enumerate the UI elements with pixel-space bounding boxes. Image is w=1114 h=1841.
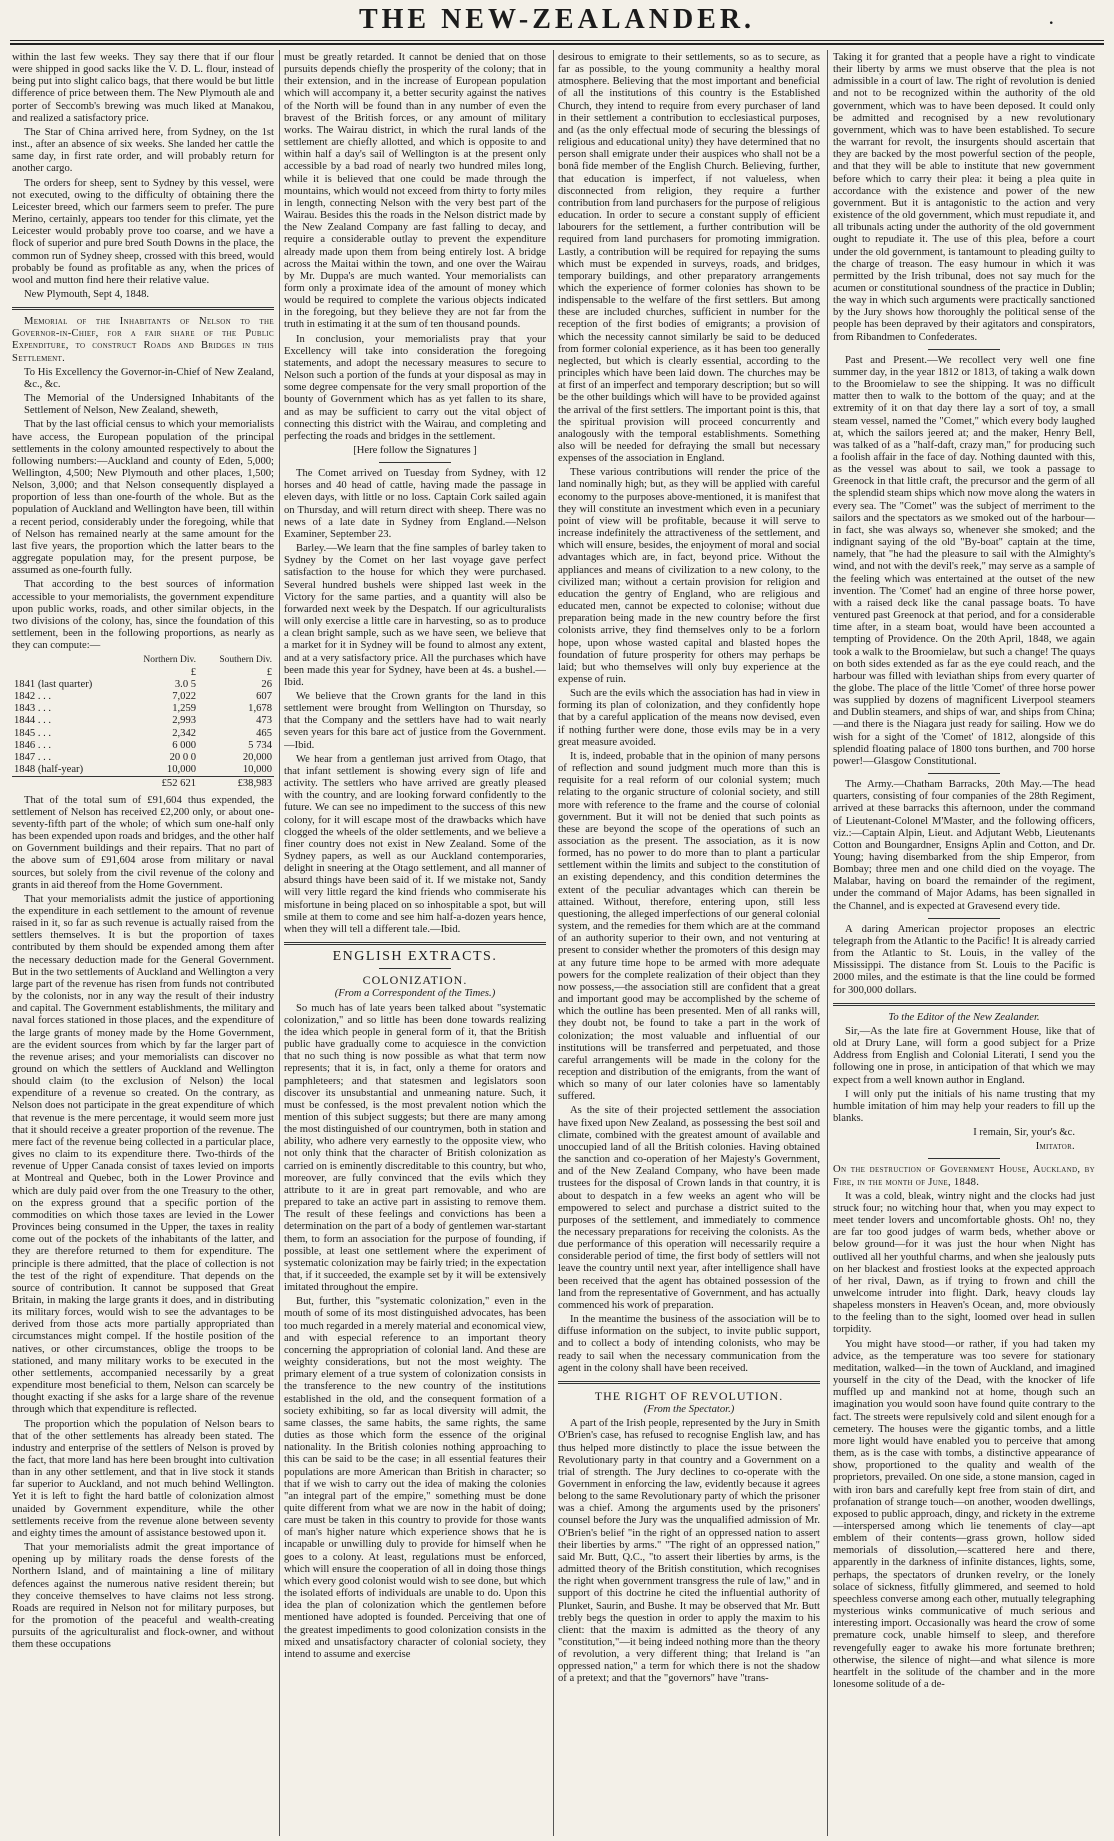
table-cell: 7,022 [172,690,197,702]
section-rule [12,307,274,310]
section-heading: ENGLISH EXTRACTS. [332,949,498,965]
table-header-cell: Southern Div. [219,655,272,666]
article-paragraph: A part of the Irish people, represented by the Jury in Smith O'Brien's case, has refused to recognise English law, and has thus helped more distinctly to place the issue between the Revolutionary party in that country and a Government on a trial of strength. The Jury declines to co-operate with the Government in enforcing the law, evidently because it agrees belong to the same Revolutionary party of which the prisoner was a chief. Among the arguments used by the prisoners' counsel before the Jury was the unqualified admission of Mr. O'Brien's belief "in the right of an oppressed nation to assert their liberties by arms." "The right of an oppressed nation," said Mr. Butt, Q.C., "to assert their liberties by arms, is the admitted theory of the British constitution, which recognises the right when government transgress the rule of law," and in support of this doctrine he cited the influential authority of Plunket, Saurin, and Bushe. It may be observed that Mr. Butt trebly begs the question in order to apply the maxim to his client: that the maxim is admitted as the theory of any "constitution,"—it being indeed nothing more than the theory of revolution, a very different thing; that Ireland is "an oppressed nation," a term for which there is not the shadow of a pretext; and that the "governors" have "trans- [558,1418,820,1685]
column-2 [284,52,546,1836]
table-cell: 2,993 [172,715,197,727]
table-cell: 20,000 [242,751,272,763]
section-rule [284,942,546,945]
article-paragraph: These various contributions will render the price of the land nominally high; but, as they will be applied with careful economy to the purposes above-mentioned, it is manifest that they will constitute an investment which even in a pecuniary point of view will be profitable, because it will serve to increase indefinitely the attractiveness of the settlement, and which will ensure, besides, the enjoyment of moral and social advantages which are, in fact, beyond price. Without the appliances and means of civilization to a new colony, to the civilized man; without a certain provision for religion and education the gentry of England, who are religious and educated men, cannot be expected to colonise; without due preparation being made in the new country before the first colonists arrive, they find themselves only to be a forlorn hope, upon whose wasted capital and blasted hopes the foundation of future prosperity for others may perhaps be laid; but who themselves will only buy experience at the expense of ruin. [558,467,820,685]
article-paragraph: must be greatly retarded. It cannot be denied that on those pursuits depends chiefly the prosperity of the colony; that in their extension, and in the increase of European population which will accompany it, a better security against the natives of the North will be found than in any number of even the bravest of the British forces, or any amount of military works. The Wairau district, in which the rural lands of the settlement are chiefly allotted, and which is opposite to and within half a day's sail of Wellington is at the present only accessible by a bad road of nearly two hundred miles long, while it is believed that one could be made through the mountains, which would not exceed from thirty to forty miles in length, connecting Nelson with the very best part of the Wairau. Besides this the roads in the Nelson district made by the New Zealand Company are fast falling to decay, and require a considerable outlay to prevent the expenditure already made upon them from being entirely lost. A bridge across the Maitai within the town, and one over the Wairau by Mr. Duppa's are much wanted. Your memorialists can form only a proximate idea of the amount of money which would be required to complete the various objects indicated in the foregoing, but they believe they are not far from the truth in estimating it at the sum of ten thousand pounds. [284,52,546,331]
article-paragraph: The Army.—Chatham Barracks, 20th May.—The head quarters, consisting of four companies of the 28th Regiment, arrived at these barracks this afternoon, under the command of Lieutenant-Colonel M'Master, and the following officers, viz.:—Captain Alpin, Lieut. and Adjutant Webb, Lieutenants Cotton and Boungardner, Ensigns Aplin and Cotton, and Dr. Young; having disembarked from the ship Emperor, from Bombay; three men and one child died on the voyage. The Malabar, having on board the remainder of the regiment, under the command of Major Adams, has been signalled in the Channel, and is expected at Gravesend every tide. [833,779,1095,912]
masthead-rule-heavy [10,43,1104,45]
table-cell: 6 000 [172,739,197,751]
currency-symbol: £ [266,666,272,678]
section-rule [928,349,1000,350]
article-paragraph: That your memorialists admit the great importance of opening up by military roads the dense forests of the Northern Island, and of maintaining a line of military defences against the numerous native resident therein; but they conceive themselves to have claims not less strong. Roads are required in Nelson not for military purposes, but for the promotion of the peaceful and wealth-creating pursuits of the agriculturalist and flock-owner, and without them these occupations [12,1542,274,1651]
article-heading: On the destruction of Government House, Auckland, by Fire, in the month of June, 1848. [833,1164,1095,1188]
memorial-opening: The Memorial of the Undersigned Inhabitants of the Settlement of Nelson, New Zealand, sheweth, [24,393,274,417]
column-3 [558,52,820,1836]
column-1 [12,52,274,1836]
article-heading: COLONIZATION. [362,973,468,988]
article-paragraph: In conclusion, your memorialists pray that your Excellency will take into consideration the foregoing statements, and adopt the necessary measures to secure to Nelson such a portion of the funds at your disposal as may in some degree compensate for the very small proportion of the bounty of Government which has as yet fallen to its share, and as may be sufficient to carry out the vital object of connecting this district with the Wairau, and completing and perfecting the roads and bridges in the settlement. [284,333,546,442]
expenditure-table [12,654,274,790]
article-paragraph: desirous to emigrate to their settlements, so as to secure, as far as possible, to the young community a healthy moral atmosphere. Believing that the most important and beneficial of all the institutions of this country is the Established Church, they intend to require from every purchaser of land in their settlement a contribution to ecclesiastical purposes, and (as the only effectual mode of securing the blessings of religious and educational unity) they have determined that no person shall emigrate under their auspices who shall not be a bonâ fide member of the English Church. Believing, further, that education is imperfect, if not valueless, when disconnected from religion, they require a further contribution from land purchasers for the purpose of religious education. In order to secure a constant supply of efficient labourers for the settlement, a further contribution will be required from land purchasers for promoting immigration. Lastly, a contribution will be required for repaying the sums which must be expended in surveys, roads, and bridges, temporary buildings, and other preparatory arrangements which the experience of former colonies has shown to be indispensable to the welfare of the first settlers. But among these are included churches, sufficient in number for the reception of the first bodies of emigrants; a provision of which the necessity cannot similarly be said to be deduced from former colonial experience, as it has been too generally neglected, but which is clearly essential, according to the principles which have been laid down. The churches may be at first of an imperfect and temporary description; but so will be the other buildings which will have to be provided against the arrival of the first settlers. The important point is this, that the spiritual provision will proceed concurrently and analogously with the temporal establishments. Something also will be needed for defraying the small but necessary expenses of the association in England. [558,52,820,465]
article-paragraph: Past and Present.—We recollect very well one fine summer day, in the year 1812 or 1813, of taking a walk down to the Broomielaw to see the shipping. It was no difficult matter then to walk to the bottom of the quay; and at the extremity of it on that day there lay a sort of toy, a small steam vessel, named the "Comet," which every body laughed at, which the sailors jeered at; and the maker, Henry Bell, was talked of as a "half-daft, crazy man," for producing such a foolish affair in the face of day. Nothing daunted with this, as the vessel was about to sail, we took a passage to Greenock in that little craft, the precursor and the germ of all the splendid steam ships which now move along the waters in every sea. The "Comet" was the subject of merriment to the sailors and the spectators as we smoked out of the harbour—in fact, she was always so, whenever she smoked; and the indignant saying of the old "By-boat" captain at the time, namely, that "he had the pleasure to sail with the Almighty's wind, and not with the devil's reek," may serve as a sample of the feeling which was entertained at the outset of the new invention. The 'Comet' had an engine of three horse power, with a raised deck like the canal passage boats. To have ventured past Greenock at that period, and for a considerable time after, in a steam boat, would have been accounted a tempting of Providence. On the 20th April, 1848, we again took a walk to the Broomielaw, but such a change! The quays on both sides extended as far as the eye could reach, and the harbour was filled with leviathan ships from every quarter of the globe. The place of the little 'Comet' of three horse power was supplied by dozens of magnificent Liverpool steamers and Dublin steamers, and ships of war, and ships from China;—and there is the Niagara just ready for sailing. How we do wish for a sight of the 'Comet' of 1812, alongside of this splendid floating palace of 1800 tons burthen, and 700 horse power!—Glasgow Constitutional. [833,354,1095,767]
article-paragraph: In the meantime the business of the association will be to diffuse information on the subject, to invite public support, and to collect a body of intending colonists, who may be ready to sail when the necessary communication from the agent in the colony shall have been received. [558,1314,820,1374]
table-header-row [12,654,274,666]
article-paragraph: That according to the best sources of information accessible to your memorialists, the government expenditure upon public works, roads, and other similar objects, in the two divisions of the colony, has, since the foundation of this settlement, been in the following proportions, as nearly as they can compute:— [12,579,274,652]
dateline: New Plymouth, Sept 4, 1848. [24,288,150,300]
table-header-cell: Northern Div. [143,655,197,666]
table-row [12,703,274,715]
article-paragraph: within the last few weeks. They say there that if our flour were shipped in good sacks like the V. D. L. flour, instead of being put into slight calico bags, that there would be but little difference of price between them. The New Plymouth ale and porter of Seccomb's brewing was much liked at Manakou, and realized a satisfactory price. [12,52,274,124]
article-paragraph: Sir,—As the late fire at Government House, like that of old at Drury Lane, will form a good subject for a Prize Address from English and Colonial Literati, I send you the following one in prose, in anticipation of that which we may expect from a well known author in England. [833,1025,1095,1086]
table-cell: 3.0 5 [174,678,197,690]
table-header-cell [12,654,122,666]
article-source: (From a Correspondent of the Times.) [334,988,496,1000]
table-cell: 1844 . . . [14,715,52,727]
table-cell: 465 [256,727,272,739]
article-paragraph: You might have stood—or rather, if you had taken my advice, as the temperature was too severe for stationary meditation, walked—in the town of Auckland, and imagined yourself in the city of the Dead, with the knocker of life muffled up and mankind not at home, though such an imagination you would soon have found quite contrary to the fact. The streets were repulsively cold and silent enough for a cemetery. The houses were the gigantic tombs, and a little more light would have enabled you to perceive that among them, as is the case with tombs, a distinctive appearance of show, proportioned to the quality and wealth of the proprietors, prevailed. On one side, a stone mansion, caged in with iron bars and carefully kept free from stain of dirt, and profanation of strange touch—on another, wooden dwellings, exposed to public approach, dingy, and rickety in the extreme—interspersed among which lie tenements of clay—apt emblem of their contents—grass grown, hollow sided memorials of dissolution,—scattered here and there, apparently in the darkness of infinite distances, lights, some, perhaps, the spectators of drunken revelry, or the lonely solace of sickness, fitfully glimmered, and seemed to hold speechless converse among each other, mutually telegraphing mysterious winks communicative of much serious and interesting import. Occasionally was heard the crow of some premature cock, unable himself to sleep, and therefore revengefully eager to awake his more fortunate brethren; otherwise, the silence of night—and what silence is more heartfelt in the solitude of the chamber and in the more lonesome solitude of a de- [833,1338,1095,1690]
article-paragraph: The orders for sheep, sent to Sydney by this vessel, were not executed, owing to the difficulty of obtaining there the Leicester breed, which our farmers seem to prefer. The pure Merino, certainly, appears too tender for this climate, yet the Leicester would probably prove too coarse, and we have a flock of superior and pure bred South Downs in the place, the common run of Sydney sheep, crossed with this breed, would probably be found as profitable as any, when the prices of wool and mutton find here their relative value. [12,177,274,286]
table-row [12,679,274,691]
section-rule [928,1158,1000,1159]
section-rule [833,1003,1095,1006]
table-cell: 1842 . . . [14,690,52,702]
article-paragraph: We believe that the Crown grants for the land in this settlement were brought from Wellington on Thursday, so that the Company and the settlers have had to wait nearly seven years for this bare act of justice from the Government.—Ibid. [284,690,546,751]
table-cell: 20 0 0 [169,751,197,763]
article-paragraph: We hear from a gentleman just arrived from Otago, that that infant settlement is showing every sign of life and activity. The settlers who have arrived are greatly pleased with the country, and are looking forward confidently to the future. We can see no impediment to the success of this new colony, for it will escape most of the drawbacks which have clogged the wheels of the older settlements, and we believe a finer country does not exist in New Zealand. Some of the Sydney papers, as well as our Auckland contemporaries, delight in sneering at the Otago settlement, and all manner of absurd things have been said of it. If we mistake not, Sandy will very little regard the kind friends who commiserate his misfortune in being placed on so inhospitable a spot, but will smile at them to come and see him half-a-dozen years hence, when they will tell a different tale.—Ibid. [284,753,546,935]
table-row [12,691,274,703]
memorial-address: To His Excellency the Governor-in-Chief of New Zealand, &c., &c. [24,366,274,390]
article-paragraph: A daring American projector proposes an electric telegraph from the Atlantic to the Pacific! It is already carried from the Atlantic to St. Louis, in the valley of the Mississippi. The distance from St. Louis to the Pacific is 2000 miles, and the estimate is that the line could be formed for 300,000 dollars. [833,923,1095,996]
article-paragraph: So much has of late years been talked about "systematic colonization," and so little has been done towards realizing the idea which people in general form of it, that the British public have gradually come to acquiesce in the conviction that no such thing is now possible as what that term now represents; that it is, in fact, only a theme for orators and pamphleteers; and that statesmen and legislators soon discover its unsubstantial and unmeaning nature. Such, it must be confessed, is the most prevalent notion which the mention of this subject suggests; but there are many among the most distinguished of our countrymen, both in station and ability, who adhere very earnestly to the opposite view, who not only think that the character of British colonization as carried on is eminently discreditable to this country, but who, moreover, are fully convinced that the evils which they attribute to it are in great part removable, and who are prepared to take an active part in assisting to remove them. The result of these feelings and convictions has been a determination on the part of a body of gentlemen war-startant them, to form an association for the purpose of founding, if possible, at least one settlement where the experiment of systematic colonization may be fairly tried; in the expectation that, if it succeeded, the example set by it will be extensively imitated throughout the empire. [284,1002,546,1294]
article-paragraph: But, further, this "systematic colonization," even in the mouth of some of its most distinguished advocates, has been too much regarded in a merely material and economical view, and with especial reference to an important theory concerning the appropriation of colonial land. And these are weighty considerations, but not the most weighty. The primary element of a true system of colonization consists in the transference to the new country of the institutions established in the old, and the consequent formation of a society exhibiting, so far as local diversity will admit, the same classes, the same habits, the same rights, the same duties as those which form the essence of the original nationality. In the British colonies nothing approaching to this can be said to be the case; in all essential features their populations are more American than British in character; so that if we wish to carry out the idea of making the colonies "an integral part of the empire," something must be done quite different from what we are now in the habit of doing; care must be taken in this country to provide for those wants of man's higher nature which experience shows that he is incapable or unwilling duly to provide for himself when he goes to a colony. At least, regulations must be enforced, which will ensure the cooperation of all in doing those things which every good colonist would wish to see done, but which the isolated efforts of individuals are unable to do. Upon this idea the plan of colonization which the gentlemen before mentioned have adopted is founded. Perceiving that one of the greatest impediments to good colonization consists in the mixed and unsatisfactory character of colonial society, they intend to assume and exercise [284,1296,546,1660]
table-cell: 1846 . . . [14,739,52,751]
table-cell: 1848 (half-year) [14,764,84,776]
section-rule [379,968,451,969]
currency-symbol: £ [190,666,197,678]
article-paragraph: It is, indeed, probable that in the opinion of many persons of reflection and sound judgment much more than this is requisite for a real reform of our colonial system; much relating to the organic structure of colonial society, and still more with reference to the frame and the course of colonial government. But it will not be denied that such points as these are beyond the scope of the operations of such an association as the present. The association, as it is now formed, has no power to do more than to plant a particular settlement within the limits and subject to the constitution of an existing dependency, and this condition determines the extent of the peculiar advantages which can therein be attained. Without, therefore, entering upon, still less questioning, the alleged imperfections of our general colonial system, and the remedies for them which are at the command of an authority superior to their own, and not venturing at present to consider whether the promoters of this design may at any future time hope to be armed with more adequate powers for the complete realization of their object than they now possess,—the association still are confident that a great and important good may be accomplished by the scheme of which the outline has been presented. Men of all ranks will, they doubt not, be found to take a part in the work of colonization; the most valuable and influential of our institutions will be transferred and perpetuated, and those careful arrangements will be made in the colony for the reception and distribution of the emigrants, from the want of which so many of our later colonies have so lamentably suffered. [558,750,820,1103]
column-divider [553,50,554,1836]
article-paragraph: Barley.—We learn that the fine samples of barley taken to Sydney by the Comet on her last voyage gave perfect satisfaction to the house for which they were purchased. Several hundred bushels were shipped last week in the Victory for the same parties, and a quantity will also be forwarded next week by the Despatch. If our agriculturalists will only exercise a little care in harvesting, so as to produce a clean bright sample, such as we have seen, we believe that a market for it in Sydney will be found to almost any extent, and at a very satisfactory price. All the purchases which have been made this year for Sydney, have been at 4s. a bushel.—Ibid. [284,543,546,688]
article-paragraph: The Comet arrived on Tuesday from Sydney, with 12 horses and 40 head of cattle, having made the passage in eleven days, with little or no loss. Captain Cork sailed again on Thursday, and will return direct with sheep. There was no news of a late date in Sydney from England.—Nelson Examiner, September 23. [284,468,546,540]
table-row [12,752,274,764]
signatures-note: [Here follow the Signatures ] [353,445,477,456]
table-cell: 607 [256,690,272,702]
table-cell: 1,678 [248,703,272,715]
table-cell: 10,000 [166,764,197,776]
article-paragraph: The Star of China arrived here, from Sydney, on the 1st inst., after an absence of six weeks. She landed her cattle the same day, in first rate order, and will probably return for another cargo. [12,126,274,175]
table-cell: 1845 . . . [14,727,52,739]
memorial-heading: Memorial of the Inhabitants of Nelson to the Governor-in-Chief, for a fair share of the Public Expenditure, to construct Roads and Bridges in this Settlement. [12,316,274,364]
masthead-rule [10,40,1104,41]
column-divider [827,50,828,1836]
article-paragraph: As the site of their projected settlement the association have fixed upon New Zealand, as possessing the best soil and climate, combined with the greatest amount of available and unoccupied land of all the British colonies. Having obtained the sanction and co-operation of her Majesty's Government, and of the New Zealand Company, who have been made trustees for the disposal of Crown lands in that country, it is about to despatch in a few weeks an agent who will be empowered to select and purchase a district suited to the purposes of the settlement, and immediately to commence the necessary preparations for receiving the colonists. As the due performance of this operation will necessarily require a considerable period of time, the first body of settlers will not leave the country until next year, after intelligence shall have been received that the agent has obtained possession of the land from the representative of Government, and has actually commenced his work of preparation. [558,1105,820,1311]
article-paragraph: Taking it for granted that a people have a right to vindicate their liberty by arms we must observe that the plea is not admissible in a court of law. The right of revolution is denied and not to be recognized within the authority of the old government, which was to have been deposed. It could only be admitted and recognised by a new revolutionary government, which was to have been established. To secure the warrant for revolt, the insurgents should ascertain that they are backed by the most powerful section of the people, and that they will be able to institute that new government before which to carry their plea: it being a plea quite in accordance with the existence and power of the new government. But it is antagonistic to the action and very existence of the old government, which must repudiate it, and all tribunals acting under the authority of the old government ought to repudiate it. The use of this plea, before a court under the old government, is tantamount to pleading guilty to the charge of treason. The easy humour in which it was permitted by the Irish tribunal, does not say much for the acumen or constitutional soundness of the practice in Dublin; the way in which such arguments were practically sanctioned by the Jury shows how thoroughly the political sense of the people has been depraved by their agitators and conspirators, from Ribandmen to Confederates. [833,52,1095,343]
article-paragraph: Such are the evils which the association has had in view in forming its plan of colonization, and they confidently hope that by a careful application of the means now devised, even if nothing further were done, those evils may be in a very great measure avoided. [558,688,820,748]
table-currency-row [12,667,274,679]
letter-signature: Imitator. [1035,1141,1075,1153]
table-cell: 2,342 [172,727,197,739]
article-source: (From the Spectator.) [643,1404,735,1416]
column-4 [833,52,1095,1836]
table-cell: 1843 . . . [14,703,52,715]
table-cell: 473 [256,715,272,727]
section-rule [928,773,1000,774]
article-paragraph: I will only put the initials of his name trusting that my humble imitation of him may help your readers to fill up the blanks. [833,1088,1095,1124]
table-total-cell: £52 621 [122,777,198,791]
table-cell: 5 734 [248,739,272,751]
table-row [12,728,274,740]
table-row [12,715,274,727]
masthead-ornament: . [1048,4,1054,29]
article-paragraph: It was a cold, bleak, wintry night and the clocks had just struck four; no witching hour that, when you may expect to meet tender lovers and uncomfortable ghosts. Oh! no, they are far too good judges of warm beds, whether above or below ground—for it was just the hour when Night has outlived all her youthful charms, and when she jealously puts on her blackest and frostiest looks at the expected approach of her rival, Dawn, as if trying to frown and chill the unwelcome intruder into flight. Dark, heavy clouds lay shapeless monsters in Heaven's Ocean, and, more obviously to the feeling than to the sight, loomed over head in sullen torpidity. [833,1190,1095,1336]
table-total-row [12,777,274,791]
table-cell: 1847 . . . [14,751,52,763]
table-cell: 1,259 [172,703,197,715]
table-cell: 1841 (last quarter) [14,678,93,690]
table-cell [12,777,122,791]
newspaper-title: THE NEW-ZEALANDER. [358,4,756,35]
section-rule [379,462,451,463]
section-rule [558,1381,820,1384]
table-cell: 10,000 [242,764,272,776]
article-paragraph: That by the last official census to which your memorialists have access, the European population of the principal settlements in the colony amounted respectively to about the following numbers:—Auckland and county of Eden, 5,000; Wellington, 4,500; New Plymouth and other places, 1,500; Nelson, 3,000; and that Nelson consequently displayed a proportion of less than one-fourth of the whole. But as the population of Auckland and Wellington have been, till within a recent period, considerably under the foregoing, while that of Nelson has remained nearly at the same amount for the last five years, the proportion which the latter bears to the aggregate population may, for the present purpose, be assumed as one-fourth fully. [12,419,274,577]
article-paragraph: The proportion which the population of Nelson bears to that of the other settlements has already been stated. The industry and enterprise of the settlers of Nelson is proved by the fact, that more land has here been brought into cultivation than in any other settlement, and that in live stock it stands far superior to Auckland, and not much behind Wellington. Yet it is left to fight the hard battle of colonization almost unaided by Government expenditure, while the other settlements receive from the revenue alone between seventy and eighty times the amount of assistance bestowed upon it. [12,1418,274,1539]
table-row [12,764,274,777]
letter-heading: To the Editor of the New Zealander. [888,1011,1040,1023]
table-cell: 26 [261,678,272,690]
article-paragraph: That your memorialists admit the justice of apportioning the expenditure in each settlement to the amount of revenue raised in it, so far as such revenue is actually raised from the settlers themselves. It is but the proportion of taxes contributed by them should be expended among them after the necessary deduction made for the General Government. But in the two settlements of Auckland and Wellington a very large part of the revenue has risen from funds not contributed by the colonists, nor in any way the result of their industry and capital. The Government establishments, the military and naval forces stationed in those places, and the expenditure of the large grants of money made by the Home Government, are the evident sources from which by far the larger part of the revenue arises; and your memorialists can discover no ground on which the settlers of Auckland and Wellington should claim (to the exclusion of Nelson) the local expenditure of a revenue so created. On the contrary, as Nelson does not participate in the great expenditure of which that revenue is the mere percentage, it would seem more just that it should receive a greater proportion of the revenue. The mere fact of the revenue being collected in a particular place, gives no claim to its expenditure there. Two-thirds of the revenue of Upper Canada consist of taxes levied on imports at Montreal and Quebec, both in the Lower Province and which are duly paid over from the one Treasury to the other, on the express ground that a specific portion of the commodities on which those taxes are levied in the Lower Provinces being consumed in the Upper, the taxes in reality come out of the pockets of the inhabitants of the latter, and they are therefore returned to them for expenditure. The principle is there admitted, that the place of collection is not the test of the right of expenditure. That depends on the source of contribution. It cannot be supposed that Great Britain, in making the large grants it does, and in distributing its military forces, would wish to see the advantages to be derived from those acts more partially appropriated than circumstances might compel. If the hostile position of the natives, or other circumstances, oblige the troops to be stationed, and many military works to be executed in the other settlements, accompanied necessarily by a great expenditure most beneficial to them, Nelson can scarcely be thought exacting if she asks for a large share of the revenue through which that expenditure is reflected. [12,893,274,1416]
column-divider [279,50,280,1836]
masthead [0,0,1114,44]
table-total-cell: £38,983 [198,777,274,791]
article-paragraph: That of the total sum of £91,604 thus expended, the settlement of Nelson has received £2,200 only, or about one-seventy-fifth part of the whole; of which sum one-half only has been expended upon roads and bridges, and the other half on Government buildings and their repairs. That no part of the above sum of £91,604 arose from military or naval sources, but solely from the civil revenue of the colony and grants in aid thereof from the Home Government. [12,794,274,891]
section-rule [928,918,1000,919]
article-heading: THE RIGHT OF REVOLUTION. [594,1388,784,1403]
letter-close: I remain, Sir, your's &c. [973,1127,1075,1139]
table-row [12,740,274,752]
